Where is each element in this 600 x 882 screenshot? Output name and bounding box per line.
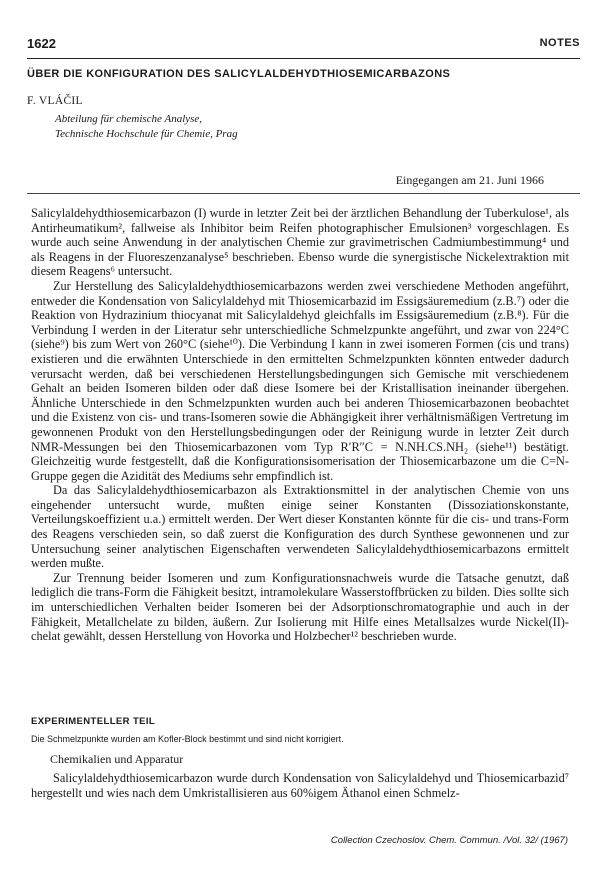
section-label: NOTES	[539, 37, 580, 49]
paragraph-3: Da das Salicylaldehydthiosemicarbazon als Extraktionsmittel in der analytischen Chemie von uns eingehender untersucht wurde, mußten einige seiner Konstanten (Dissoziationskonstante, Verteilungskoeffizient u.a.) ermittelt werden. Der Wert dieser Konstanten könnte für die cis- und trans-Form des Reagens verschieden sein, so daß zuerst die Konfiguration des durch Synthese gewonnenen und zur Untersuchung seiner analytischen Eigenschaften verwendeten Salicylaldehydthiosemicarbazons ermittelt werden mußte.	[31, 483, 569, 571]
chemicals-subheading: Chemikalien und Apparatur	[50, 752, 184, 766]
header-divider	[27, 193, 580, 194]
paragraph-1: Salicylaldehydthiosemicarbazon (I) wurde in letzter Zeit bei der ärztlichen Behandlung der Tuberkulose¹, als Antirheumatikum², fallweise als Inhibitor beim Reifen photographischer Emulsionen³ vorgeschlagen. Es wurde auch seine Anwendung in der analytischen Chemie zur gravimetrischen Cadmiumbestimmung⁴ und als Reagens in der Fluoreszenzanalyse⁵ beschrieben. Ebenso wurde die synergistische Nickelextraktion mit diesem Reagens⁶ untersucht.	[31, 206, 569, 279]
affiliation-line-2: Technische Hochschule für Chemie, Prag	[55, 128, 238, 140]
journal-citation-footer: Collection Czechoslov. Chem. Commun. /Vol. 32/ (1967)	[330, 835, 568, 846]
received-date: Eingegangen am 21. Juni 1966	[395, 173, 544, 187]
experimental-heading: EXPERIMENTELLER TEIL	[31, 716, 156, 727]
experimental-note: Die Schmelzpunkte wurden am Kofler-Block bestimmt und sind nicht korrigiert.	[31, 734, 344, 744]
affiliation-line-1: Abteilung für chemische Analyse,	[55, 113, 203, 125]
author-name: F. VLÁČIL	[27, 95, 83, 107]
page-header	[27, 36, 580, 59]
experimental-body	[31, 771, 569, 800]
article-body	[31, 206, 569, 644]
article-title: ÜBER DIE KONFIGURATION DES SALICYLALDEHYDTHIOSEMICARBAZONS	[27, 68, 451, 80]
page-number: 1622	[27, 36, 56, 51]
experimental-paragraph: Salicylaldehydthiosemicarbazon wurde durch Kondensation von Salicylaldehyd und Thiosemicarbazid⁷ hergestellt und wies nach dem Umkristallisieren aus 60%igem Äthanol einen Schmelz-	[31, 771, 569, 800]
paragraph-2: Zur Herstellung des Salicylaldehydthiosemicarbazons werden zwei verschiedene Methoden angeführt, entweder die Kondensation von Salicylaldehyd mit Thiosemicarbazid im Essigsäuremedium (z.B.⁷) oder die Reaktion von Hydrazinium thiocyanat mit Salicylaldehyd gleichfalls im Essigsäuremedium (z.B.⁸). Für die Verbindung I werden in der Literatur sehr unterschiedliche Schmelzpunkte angeführt, und zwar von 224°C (siehe⁹) bis zum Wert von 260°C (siehe¹⁰). Die Verbindung I kann in zwei isomeren Formen (cis und trans) existieren und die erwähnten Unterschiede in den ermittelten Schmelzpunkten könnten entweder dadurch verursacht werden, daß bei verschiedenen Herstellungsbedingungen sich Gemische mit verschiedenem Gehalt an beiden Isomeren bilden oder daß diese Isomere bei der Kristallisation ineinander übergehen. Ähnliche Unterschiede in den Schmelzpunkten wurden auch bei anderen Thiosemicarbazonen beobachtet und die Existenz von cis- und trans-Isomeren sowie die Abhängigkeit ihrer verhältnismäßigen Vertretung im gewonnenen Produkt von den Herstellungsbedingungen oder der Reinigung wurde in letzter Zeit durch NMR-Messungen bei den Thiosemicarbazonen vom Typ R′R″C = N.NH.CS.NH₂ (siehe¹¹) bestätigt. Gleichzeitig wurde festgestellt, daß die Konfigurationsisomerisation der Thiosemicarbazone um die C=N-Gruppe gegen die Azidität des Mediums sehr empfindlich ist.	[31, 278, 569, 483]
paragraph-4: Zur Trennung beider Isomeren und zum Konfigurationsnachweis wurde die Tatsache genutzt, daß lediglich die trans-Form die Fähigkeit besitzt, intramolekulare Wasserstoffbrücken zu bilden. Dies sollte sich im unterschiedlichen Verhalten beider Isomeren bei der Adsorptionschromatographie und auch in der Fähigkeit, Metallchelate zu bilden, äußern. Zur Isolierung mit Hilfe eines Metallsalzes wurde Nickel(II)-chelat gewählt, dessen Herstellung von Hovorka und Holzbecher¹² beschrieben wurde.	[31, 570, 569, 644]
